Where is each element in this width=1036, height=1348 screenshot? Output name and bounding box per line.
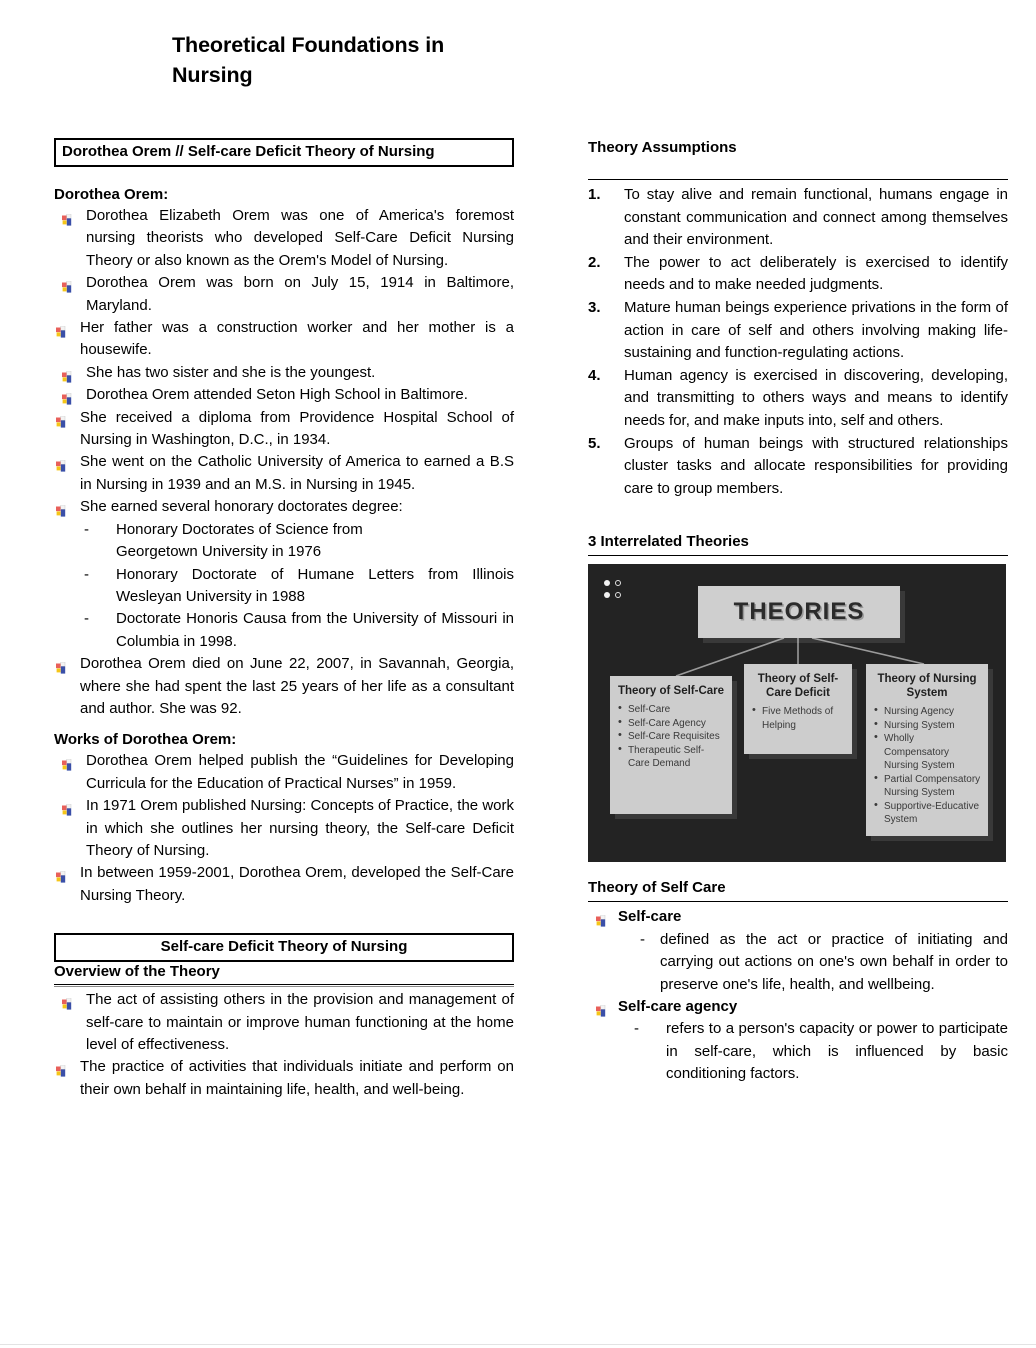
page-title: Theoretical Foundations in Nursing <box>172 33 445 87</box>
list-item-text: Human agency is exercised in discovering, developing, and transmitting to others ways and means to identify needs for, and make inputs into, self and others. <box>624 366 1008 429</box>
self-care-definition-text: refers to a person's capacity or power to participate in self-care, which is influenced by basic conditioning factors. <box>666 1020 1008 1083</box>
list-item-text: The practice of activities that individuals initiate and perform on their own behalf in maintaining life, health, and well-being. <box>80 1058 514 1098</box>
list-item <box>588 297 1008 365</box>
overview-divider <box>54 984 514 987</box>
wingding-cross-bullet-icon <box>62 368 73 379</box>
diagram-box-theory-of-self-care-deficit <box>744 664 852 754</box>
list-item <box>54 407 514 452</box>
list-item <box>54 750 514 795</box>
self-care-term-label: Self-care <box>618 908 682 926</box>
heading-dorothea-orem: Dorothea Orem: <box>54 186 169 203</box>
theories-diagram-image <box>588 564 1006 862</box>
wingding-cross-bullet-icon <box>56 868 67 879</box>
list-item-text: She has two sister and she is the youngest. <box>86 363 376 381</box>
honorary-doctorates-list <box>54 519 514 653</box>
list-item-text: She earned several honorary doctorates degree: <box>80 498 403 516</box>
list-item-text: Georgetown University in 1976 <box>116 543 322 561</box>
list-item <box>588 433 1008 501</box>
wingding-cross-bullet-icon <box>62 211 73 222</box>
self-care-terms-list <box>588 906 1008 1085</box>
list-item-text: Doctorate Honoris Causa from the University of Missouri in Columbia in 1998. <box>116 610 514 650</box>
list-item-text: Honorary Doctorates of Science from <box>116 520 363 538</box>
diagram-center-node: THEORIES <box>698 586 900 638</box>
list-item-text: Dorothea Orem died on June 22, 2007, in Savannah, Georgia, where she had spent the last 25 years of her life as a consultant and author. She was 92. <box>80 655 514 717</box>
list-item-text: Dorothea Orem attended Seton High School in Baltimore. <box>86 386 468 404</box>
wingding-cross-bullet-icon <box>56 413 67 424</box>
diagram-box-item: • Self-Care Agency <box>617 717 725 731</box>
diagram-box-item: • Self-Care <box>617 703 725 717</box>
diagram-box-title: Theory of Self-Care <box>617 685 725 698</box>
list-item <box>54 205 514 272</box>
diagram-box-item: • Self-Care Requisites <box>617 730 725 744</box>
list-item-text: Groups of human beings with structured relationships cluster tasks and allocate responsibilities for providing care to group members. <box>624 434 1008 497</box>
heading-theory-of-self-care: Theory of Self Care <box>588 879 726 897</box>
assumptions-divider <box>588 179 1008 180</box>
wingding-cross-bullet-icon <box>62 995 73 1006</box>
diagram-box-item: • Partial Compensatory Nursing System <box>873 773 981 800</box>
list-item <box>54 519 514 541</box>
wingding-cross-bullet-icon <box>56 1062 67 1073</box>
list-item-text: To stay alive and remain functional, humans engage in constant communication and connect among themselves and their environment. <box>624 186 1008 249</box>
list-item <box>54 362 514 384</box>
self-care-definition-text: defined as the act or practice of initiating and carrying out actions on one's own behalf in order to preserve one's life, health, and wellbeing. <box>660 930 1008 993</box>
orem-death-list <box>54 653 514 720</box>
list-item <box>54 862 514 907</box>
theories-divider <box>588 555 1008 556</box>
wingding-cross-bullet-icon <box>56 457 67 468</box>
self-care-term-label: Self-care agency <box>618 997 738 1015</box>
wingding-cross-bullet-icon <box>62 756 73 767</box>
self-care-definition <box>588 1018 1008 1085</box>
diagram-box-title: Theory of Self-Care Deficit <box>757 673 839 700</box>
wingding-cross-bullet-icon <box>62 801 73 812</box>
self-care-term-block <box>588 996 1008 1086</box>
self-care-divider <box>588 901 1008 902</box>
list-item-text: In 1971 Orem published Nursing: Concepts of Practice, the work in which she outlines her nursing theory, the Self-care Deficit Theory of Nursing. <box>86 797 514 859</box>
list-item <box>54 564 514 609</box>
list-item <box>54 384 514 406</box>
list-item-text: Dorothea Orem helped publish the “Guidelines for Developing Curricula for the Education of Practical Nurses” in 1959. <box>86 752 514 792</box>
diagram-box-item: • Five Methods of Helping <box>751 705 845 732</box>
diagram-box-item: • Therapeutic Self-Care Demand <box>617 744 725 771</box>
list-item <box>54 795 514 862</box>
heading-3-interrelated-theories: 3 Interrelated Theories <box>588 533 749 551</box>
list-item-text: She received a diploma from Providence Hospital School of Nursing in Washington, D.C., in 1934. <box>80 408 514 449</box>
list-item-text: Mature human beings experience privations in the form of action in care of self and others involving making life-sustaining and function-regulating actions. <box>624 298 1008 362</box>
diagram-box-items <box>873 705 981 827</box>
list-item-text: In between 1959-2001, Dorothea Orem, developed the Self-Care Nursing Theory. <box>80 864 514 904</box>
list-item-text: Honorary Doctorate of Humane Letters from Illinois Wesleyan University in 1988 <box>116 565 514 605</box>
list-item <box>588 365 1008 433</box>
dash-marker: - <box>84 565 89 583</box>
list-item <box>54 608 514 653</box>
wingding-cross-bullet-icon <box>62 278 73 289</box>
dash-marker: - <box>640 930 645 948</box>
list-item-text: She went on the Catholic University of America to earned a B.S in Nursing in 1939 and an M.S. in Nursing in 1945. <box>80 453 514 493</box>
diagram-box-items <box>751 705 845 732</box>
list-item <box>54 272 514 317</box>
heading-overview-of-the-theory: Overview of the Theory <box>54 963 220 981</box>
list-item <box>54 989 514 1056</box>
list-item-text: Dorothea Elizabeth Orem was one of America's foremost nursing theorists who developed Self-Care Deficit Nursing Theory or also known as the Orem's Model of Nursing. <box>86 207 514 269</box>
wingding-cross-bullet-icon <box>56 502 67 513</box>
list-item-text: Her father was a construction worker and her mother is a housewife. <box>80 319 514 359</box>
list-item <box>54 1056 514 1101</box>
works-list <box>54 750 514 907</box>
self-care-definition <box>588 929 1008 996</box>
diagram-box-items <box>617 703 725 771</box>
theory-assumptions-list <box>588 184 1008 500</box>
heading-theory-assumptions: Theory Assumptions <box>588 139 737 156</box>
boxed-heading-self-care-deficit-theory: Self-care Deficit Theory of Nursing <box>54 933 514 962</box>
diagram-box-item: • Nursing System <box>873 719 981 733</box>
self-care-term <box>588 906 1008 928</box>
diagram-box-theory-of-nursing-system <box>866 664 988 836</box>
page-bottom-divider <box>0 1344 1036 1345</box>
dash-marker: - <box>84 520 89 538</box>
heading-works-of-dorothea-orem: Works of Dorothea Orem: <box>54 731 237 749</box>
diagram-box-item: • Nursing Agency <box>873 705 981 719</box>
self-care-term-block <box>588 906 1008 996</box>
list-item <box>54 451 514 496</box>
wingding-cross-bullet-icon <box>62 390 73 401</box>
left-column <box>54 138 514 1101</box>
overview-list <box>54 989 514 1101</box>
list-item <box>588 252 1008 297</box>
dash-marker: - <box>84 610 89 628</box>
list-item <box>54 541 514 563</box>
list-item-text: The power to act deliberately is exercised to identify needs and to make needed judgments. <box>624 253 1008 294</box>
list-item-text: The act of assisting others in the provision and management of self-care to maintain or improve human functioning at the home level of effectiveness. <box>86 991 514 1053</box>
wingding-cross-bullet-icon <box>596 912 607 923</box>
list-item <box>54 317 514 362</box>
wingding-cross-bullet-icon <box>56 323 67 334</box>
right-column <box>588 138 1008 1086</box>
diagram-box-title: Theory of Nursing System <box>877 673 977 700</box>
diagram-box-theory-of-self-care <box>610 676 732 814</box>
dash-marker: - <box>634 1020 639 1038</box>
list-item <box>588 184 1008 252</box>
orem-bio-list <box>54 205 514 519</box>
list-item <box>54 653 514 720</box>
self-care-term <box>588 996 1008 1018</box>
list-item <box>54 496 514 518</box>
diagram-box-item: • Supportive-Educative System <box>873 800 981 827</box>
wingding-cross-bullet-icon <box>596 1002 607 1013</box>
wingding-cross-bullet-icon <box>56 659 67 670</box>
list-item-text: Dorothea Orem was born on July 15, 1914 in Baltimore, Maryland. <box>86 274 514 314</box>
diagram-box-item: • Wholly Compensatory Nursing System <box>873 732 981 773</box>
boxed-heading-dorothea-orem: Dorothea Orem // Self-care Deficit Theory of Nursing <box>54 138 514 167</box>
